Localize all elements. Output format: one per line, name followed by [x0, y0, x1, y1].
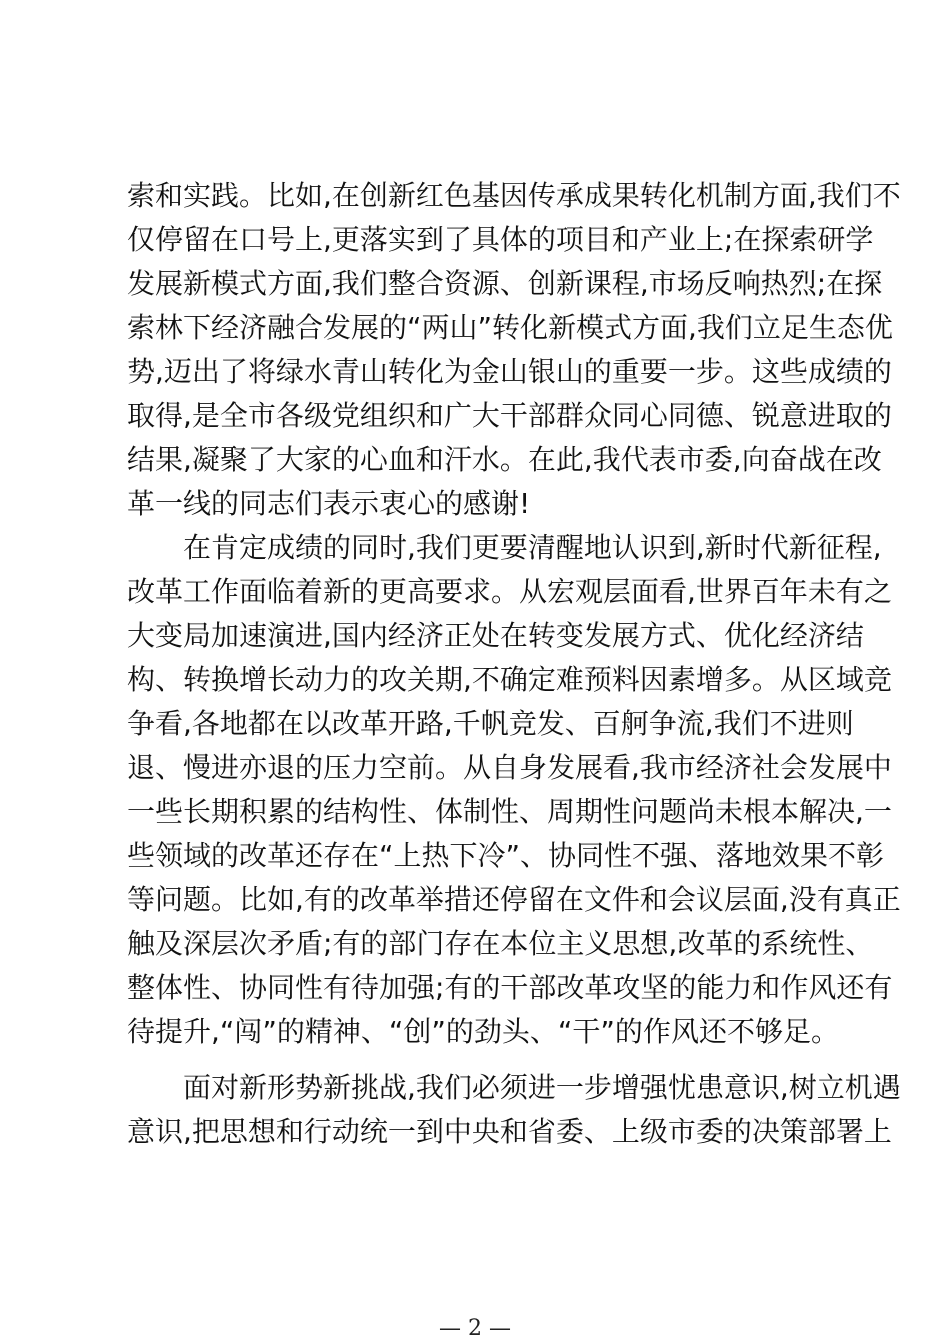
text-line: 结果,凝聚了大家的心血和汗水。在此,我代表市委,向奋战在改 — [127, 443, 882, 476]
text-line: 争看,各地都在以改革开路,千帆竞发、百舸争流,我们不进则 — [127, 707, 854, 740]
text-line: 等问题。比如,有的改革举措还停留在文件和会议层面,没有真正 — [127, 883, 901, 916]
text-line: 在肯定成绩的同时,我们更要清醒地认识到,新时代新征程, — [183, 531, 882, 564]
text-line: 面对新形势新挑战,我们必须进一步增强忧患意识,树立机遇 — [183, 1071, 901, 1104]
text-line: 取得,是全市各级党组织和广大干部群众同心同德、锐意进取的 — [127, 399, 892, 432]
text-line: 势,迈出了将绿水青山转化为金山银山的重要一步。这些成绩的 — [127, 355, 892, 388]
text-line: 待提升,“闯”的精神、“创”的劲头、“干”的作风还不够足。 — [127, 1015, 839, 1048]
text-line: 发展新模式方面,我们整合资源、创新课程,市场反响热烈;在探 — [127, 267, 883, 300]
text-line: 大变局加速演进,国内经济正处在转变发展方式、优化经济结 — [127, 619, 864, 652]
text-line: 索和实践。比如,在创新红色基因传承成果转化机制方面,我们不 — [127, 179, 901, 212]
page-number: — 2 — — [439, 1316, 511, 1341]
text-line: 改革工作面临着新的更高要求。从宏观层面看,世界百年未有之 — [127, 575, 892, 608]
text-line: 一些长期积累的结构性、体制性、周期性问题尚未根本解决,一 — [127, 795, 892, 828]
text-line: 些领域的改革还存在“上热下冷”、协同性不强、落地效果不彰 — [127, 839, 885, 872]
text-line: 索林下经济融合发展的“两山”转化新模式方面,我们立足生态优 — [127, 311, 893, 344]
text-line: 革一线的同志们表示衷心的感谢! — [127, 487, 531, 520]
text-line: 意识,把思想和行动统一到中央和省委、上级市委的决策部署上 — [127, 1115, 892, 1148]
text-line: 触及深层次矛盾;有的部门存在本位主义思想,改革的系统性、 — [127, 927, 874, 960]
text-line: 整体性、协同性有待加强;有的干部改革攻坚的能力和作风还有 — [127, 971, 893, 1004]
text-line: 构、转换增长动力的攻关期,不确定难预料因素增多。从区域竞 — [127, 663, 892, 696]
text-line: 退、慢进亦退的压力空前。从自身发展看,我市经济社会发展中 — [127, 751, 892, 784]
text-line: 仅停留在口号上,更落实到了具体的项目和产业上;在探索研学 — [127, 223, 874, 256]
